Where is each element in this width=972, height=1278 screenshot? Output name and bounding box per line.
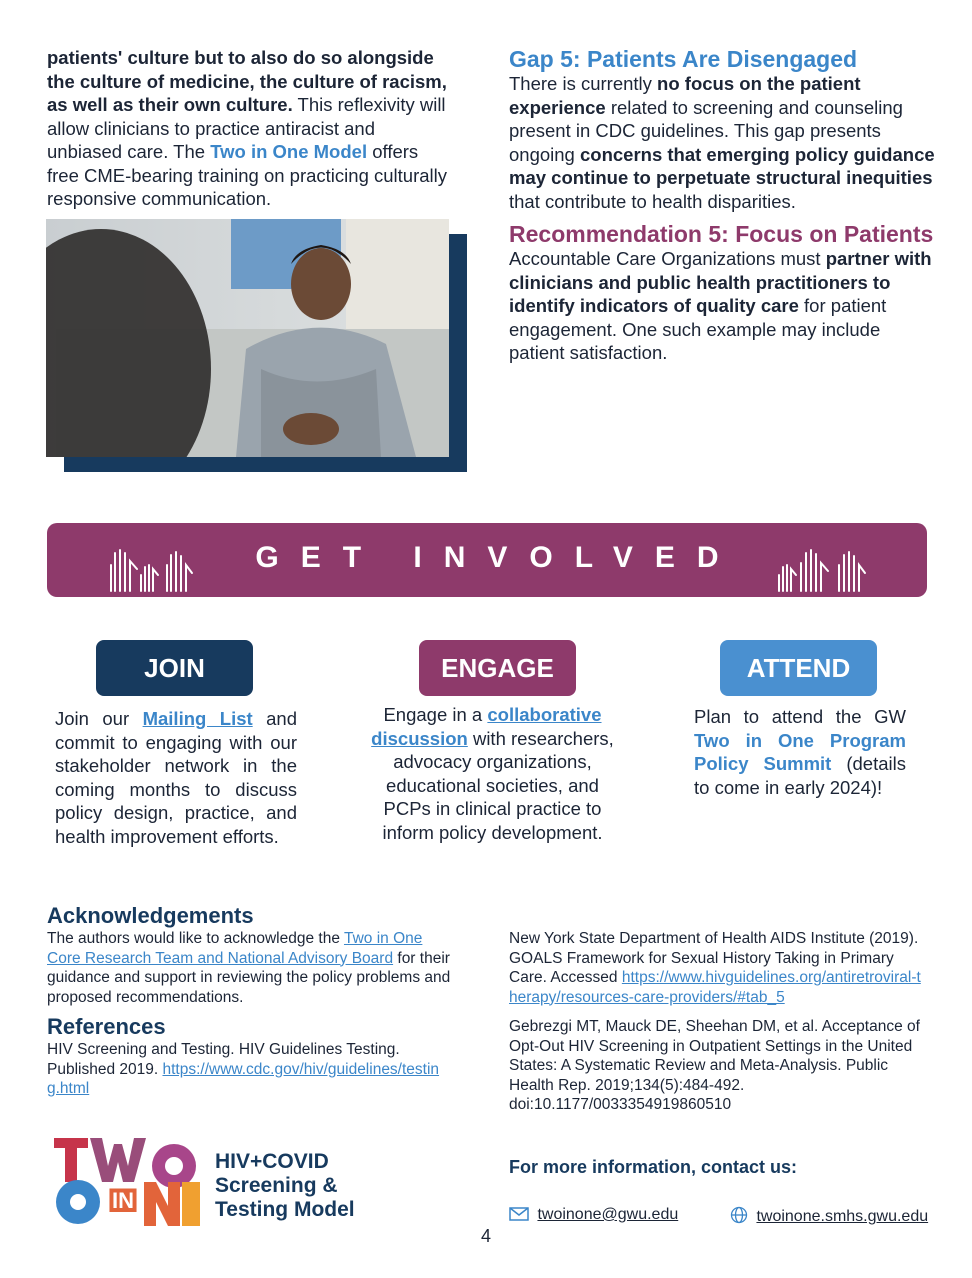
core-research-team-link[interactable]: Two in One Core Research Team and National Advisory Board xyxy=(47,930,423,967)
reference-2: New York State Department of Health AIDS Institute (2019). GOALS Framework for Sexual History Taking in Primary Care. Accessed https://www.hivguidelines.org/antiretroviral-therapy/resources-care-providers/#tab_5 xyxy=(509,930,921,1006)
rec5-title: Recommendation 5: Focus on Patients xyxy=(509,221,934,247)
collaborative-discussion-link[interactable]: collaborative discussion xyxy=(371,704,602,749)
engage-button[interactable]: ENGAGE xyxy=(419,640,576,696)
email-contact[interactable] xyxy=(509,1206,678,1224)
rec5-paragraph: Accountable Care Organizations must partner with clinicians and public health practitioners to identify indicators of quality care for patient engagement. One such example may include patient satisfaction. xyxy=(509,248,932,363)
website-link[interactable]: twoinone.smhs.gwu.edu xyxy=(756,1208,929,1225)
acknowledgements-text: The authors would like to acknowledge the Two in One Core Research Team and National Advisory Board for their guidance and support in reviewing the policy problems and proposed recommendations. xyxy=(47,930,451,1006)
svg-text:IN: IN xyxy=(112,1188,134,1213)
get-involved-banner xyxy=(47,523,927,597)
intro-paragraph: patients' culture but to also do so alongside the culture of medicine, the culture of racism, as well as their own culture. This reflexivity will allow clinicians to practice antiracist and unbiased care. The Two in One Model offers free CME-bearing training on practicing culturally responsive communication. xyxy=(47,47,447,209)
envelope-icon xyxy=(509,1207,529,1221)
contact-title: For more information, contact us: xyxy=(509,1157,798,1177)
page-number: 4 xyxy=(481,1226,492,1246)
reference-1: HIV Screening and Testing. HIV Guidelines Testing. Published 2019. https://www.cdc.gov/hiv/guidelines/testing.html xyxy=(47,1041,440,1097)
gap5-paragraph: There is currently no focus on the patient experience related to screening and counseling present in CDC guidelines. This gap presents ongoing concerns that emerging policy guidance may continue to perpetuate structural inequities that contribute to health disparities. xyxy=(509,73,935,212)
engage-text: Engage in a collaborative discussion with researchers, advocacy organizations, educational societies, and PCPs in clinical practice to inform policy development. xyxy=(371,704,614,843)
website-contact[interactable] xyxy=(730,1206,928,1226)
join-text: Join our Mailing List and commit to engaging with our stakeholder network in the coming months to discuss policy design, practice, and health improvement efforts. xyxy=(55,708,297,847)
banner-title: GET INVOLVED xyxy=(255,541,741,574)
email-link[interactable]: twoinone@gwu.edu xyxy=(537,1206,679,1223)
cdc-guidelines-link[interactable]: https://www.cdc.gov/hiv/guidelines/testing.html xyxy=(47,1060,440,1097)
hivguidelines-link[interactable]: https://www.hivguidelines.org/antiretroviral-therapy/resources-care-providers/#tab_5 xyxy=(509,969,921,1006)
two-in-one-model-link[interactable]: Two in One Model xyxy=(210,141,368,162)
reference-3: Gebrezgi MT, Mauck DE, Sheehan DM, et al. Acceptance of Opt-Out HIV Screening in Outpatient Settings in the United States: A Systematic Review and Meta-Analysis. Public Health Rep. 2019;134(5):484-492. doi:10.1177/0033354919860510 xyxy=(509,1018,920,1113)
logo-wordmark: HIV+COVID Screening & Testing Model xyxy=(215,1150,355,1221)
attend-text: Plan to attend the GW Two in One Program Policy Summit (details to come in early 2024)! xyxy=(694,706,906,798)
mailing-list-link[interactable]: Mailing List xyxy=(142,708,253,729)
intro-bold: patients' culture but to also do so alongside the culture of medicine, the culture of racism, as well as their own culture. xyxy=(47,47,447,115)
policy-summit-link[interactable]: Two in One Program Policy Summit xyxy=(694,729,906,774)
two-in-one-logo xyxy=(52,1136,202,1228)
globe-icon xyxy=(730,1206,748,1224)
references-title: References xyxy=(47,1014,166,1039)
join-button[interactable]: JOIN xyxy=(96,640,253,696)
raised-hands-icon xyxy=(775,547,875,593)
acknowledgements-title: Acknowledgements xyxy=(47,903,254,928)
gap5-title: Gap 5: Patients Are Disengaged xyxy=(509,46,858,72)
patient-photo xyxy=(46,219,449,457)
attend-button[interactable]: ATTEND xyxy=(720,640,877,696)
